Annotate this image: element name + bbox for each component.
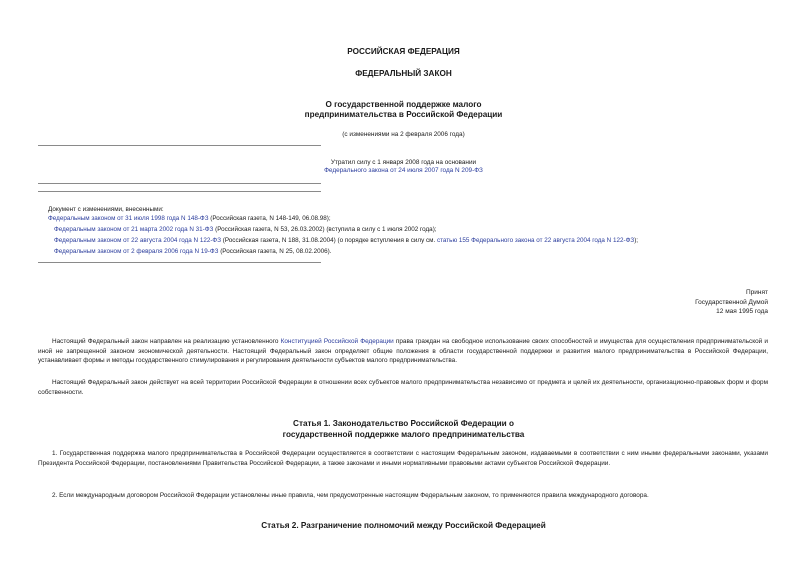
expired-law-link[interactable]: Федерального закона от 24 июля 2007 года N 209-ФЗ (324, 167, 483, 174)
article-2-title: Статья 2. Разграничение полномочий между Российской Федерацией (261, 521, 546, 530)
document-title-line1: О государственной поддержке малого (325, 100, 482, 109)
preamble-paragraph-1 (38, 337, 768, 366)
document-title-line2: предпринимательства в Российской Федерации (304, 110, 503, 119)
amendment-text: (Российская газета, N 148-149, 06.08.98); (208, 215, 331, 222)
changes-note: (с изменениями на 2 февраля 2006 года) (342, 131, 465, 138)
amendment-text: (Российская газета, N 53, 26.03.2002) (вступила в силу с 1 июля 2002 года); (213, 226, 437, 233)
document-title (0, 100, 807, 120)
document-country: РОССИЙСКАЯ ФЕДЕРАЦИЯ (347, 47, 460, 56)
amendment-link[interactable]: Федеральным законом от 21 марта 2002 года N 31-ФЗ (54, 226, 214, 233)
preamble-text: права граждан на свободное использование своих способностей и имущества для осуществления предпринимательской и иной не запрещенной законом экономической деятельности. Настоящий Федеральный закон определяет общие положения в области государственной поддержки и развития малого предпринимательства в Российской Федерации, устанавливает формы и методы государственного стимулирования и регулирования деятельности субъектов малого предпринимательства. (38, 338, 768, 364)
amendment-link[interactable]: Федеральным законом от 22 августа 2004 года N 122-ФЗ (54, 237, 222, 244)
divider (38, 183, 321, 184)
article-1-title-line2: государственной поддержке малого предпринимательства (282, 429, 525, 439)
amendment-text: (Российская газета, N 25, 08.02.2006). (218, 248, 332, 255)
preamble-text: Настоящий Федеральный закон направлен на реализацию установленного (52, 338, 281, 345)
adopted-date: 12 мая 1995 года (716, 308, 768, 315)
adopted-line2: Государственной Думой (695, 298, 768, 306)
article-1-title-line1: Статья 1. Законодательство Российской Федерации о (293, 419, 514, 428)
article-155-link[interactable]: статью 155 Федерального закона от 22 августа 2004 года N 122-ФЗ (436, 237, 635, 244)
constitution-link[interactable]: Конституцией Российской Федерации (280, 338, 394, 345)
article-1-paragraph-2: 2. Если международным договором Российской Федерации установлены иные правила, чем предусмотренные настоящим Федеральным законом, то применяются правила международного договора. (52, 492, 649, 499)
adopted-block (695, 288, 768, 317)
amendment-item (54, 226, 437, 234)
divider (38, 145, 321, 146)
amendment-link[interactable]: Федеральным законом от 31 июля 1998 года N 148-ФЗ (48, 215, 209, 222)
amendment-text: (Российская газета, N 188, 31.08.2004) (о порядке вступления в силу см. (221, 237, 437, 244)
expired-line: Утратил силу с 1 января 2008 года на основании (330, 159, 477, 166)
adopted-line1: Принят (745, 289, 768, 296)
amendment-item (54, 248, 331, 256)
divider (38, 262, 321, 263)
article-1-title (0, 419, 807, 440)
divider (38, 191, 321, 192)
amendment-text-tail: ); (634, 237, 639, 244)
expired-notice (0, 159, 807, 175)
amendment-item (48, 215, 331, 223)
amendment-link[interactable]: Федеральным законом от 2 февраля 2006 года N 19-ФЗ (54, 248, 219, 255)
document-law-type: ФЕДЕРАЛЬНЫЙ ЗАКОН (355, 69, 452, 78)
article-1-paragraph-1: 1. Государственная поддержка малого предпринимательства в Российской Федерации осуществляется в соответствии с настоящим Федеральным законом, издаваемыми в соответствии с ним иными федеральными законами, указами Президента Российской Федерации, постановлениями Правительства Российской Федерации, а также законами и иными нормативными правовыми актами субъектов Российской Федерации. (38, 450, 768, 467)
preamble-paragraph-2: Настоящий Федеральный закон действует на всей территории Российской Федерации в отношении всех субъектов малого предпринимательства независимо от предмета и целей их деятельности, организационно-правовых форм и форм собственности. (38, 379, 768, 396)
amendments-intro: Документ с изменениями, внесенными: (48, 206, 164, 213)
amendment-item (54, 237, 638, 245)
